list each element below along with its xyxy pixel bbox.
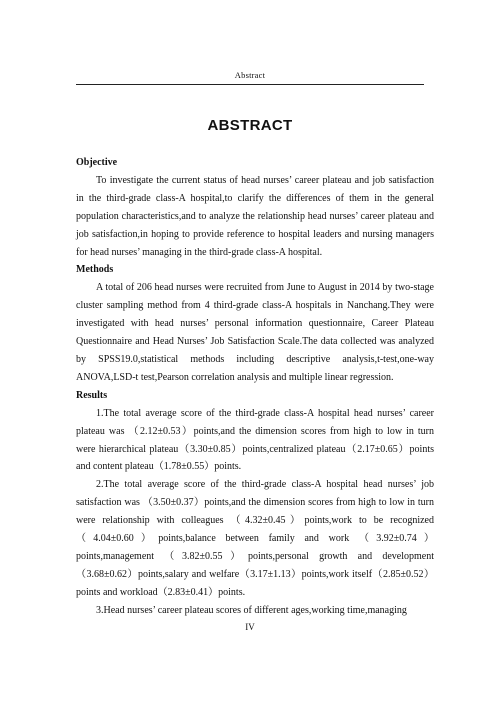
results-heading: Results xyxy=(76,389,108,401)
page-title: ABSTRACT xyxy=(207,117,293,134)
results-paragraph-2: 2.The total average score of the third-grade class-A hospital head nurses’ job satisfaction was （3.50±0.37）points,and the dimension scores from high to low in turn were relationship with colleagues （4.32±0.45）points,work to be recognized （4.04±0.60）points,balance between family and work （3.92±0.74）points,management （3.82±0.55）points,personal growth and development （3.68±0.62）points,salary and welfare（3.17±1.13）points,work itself（2.85±0.52）points and workload（2.83±0.41）points. xyxy=(76,479,434,598)
objective-paragraph: To investigate the current status of head nurses’ career plateau and job satisfaction in the third-grade class-A hospital,to clarify the differences of them in the general population characteristics,and to analyze the relationship head nurses’ career plateau and job satisfaction,in hoping to provide reference to hospital leaders and nursing managers for head nurses’ managing in the third-grade class-A hospital. xyxy=(76,174,434,258)
results-paragraph-3: 3.Head nurses’ career plateau scores of different ages,working time,managing xyxy=(96,604,407,616)
running-header: Abstract xyxy=(76,70,424,85)
abstract-body xyxy=(76,154,434,620)
page-number: IV xyxy=(245,622,255,632)
methods-paragraph: A total of 206 head nurses were recruited from June to August in 2014 by two-stage cluster sampling method from 4 third-grade class-A hospitals in Nanchang.They were investigated with head nurses’ personal information questionnaire, Career Plateau Questionnaire and Head Nurses’ Job Satisfaction Scale.The data collected was analyzed by SPSS19.0,statistical methods including descriptive analysis,t-test,one-way ANOVA,LSD-t test,Pearson correlation analysis and multiple linear regression. xyxy=(76,282,434,383)
methods-heading: Methods xyxy=(76,264,114,276)
objective-heading: Objective xyxy=(76,157,118,168)
results-paragraph-1: 1.The total average score of the third-grade class-A hospital head nurses’ career plateau was （2.12±0.53）points,and the dimension scores from high to low in turn were hierarchical plateau（3.30±0.85）points,centralized plateau（2.17±0.65）points and content plateau（1.78±0.55）points. xyxy=(76,407,434,473)
